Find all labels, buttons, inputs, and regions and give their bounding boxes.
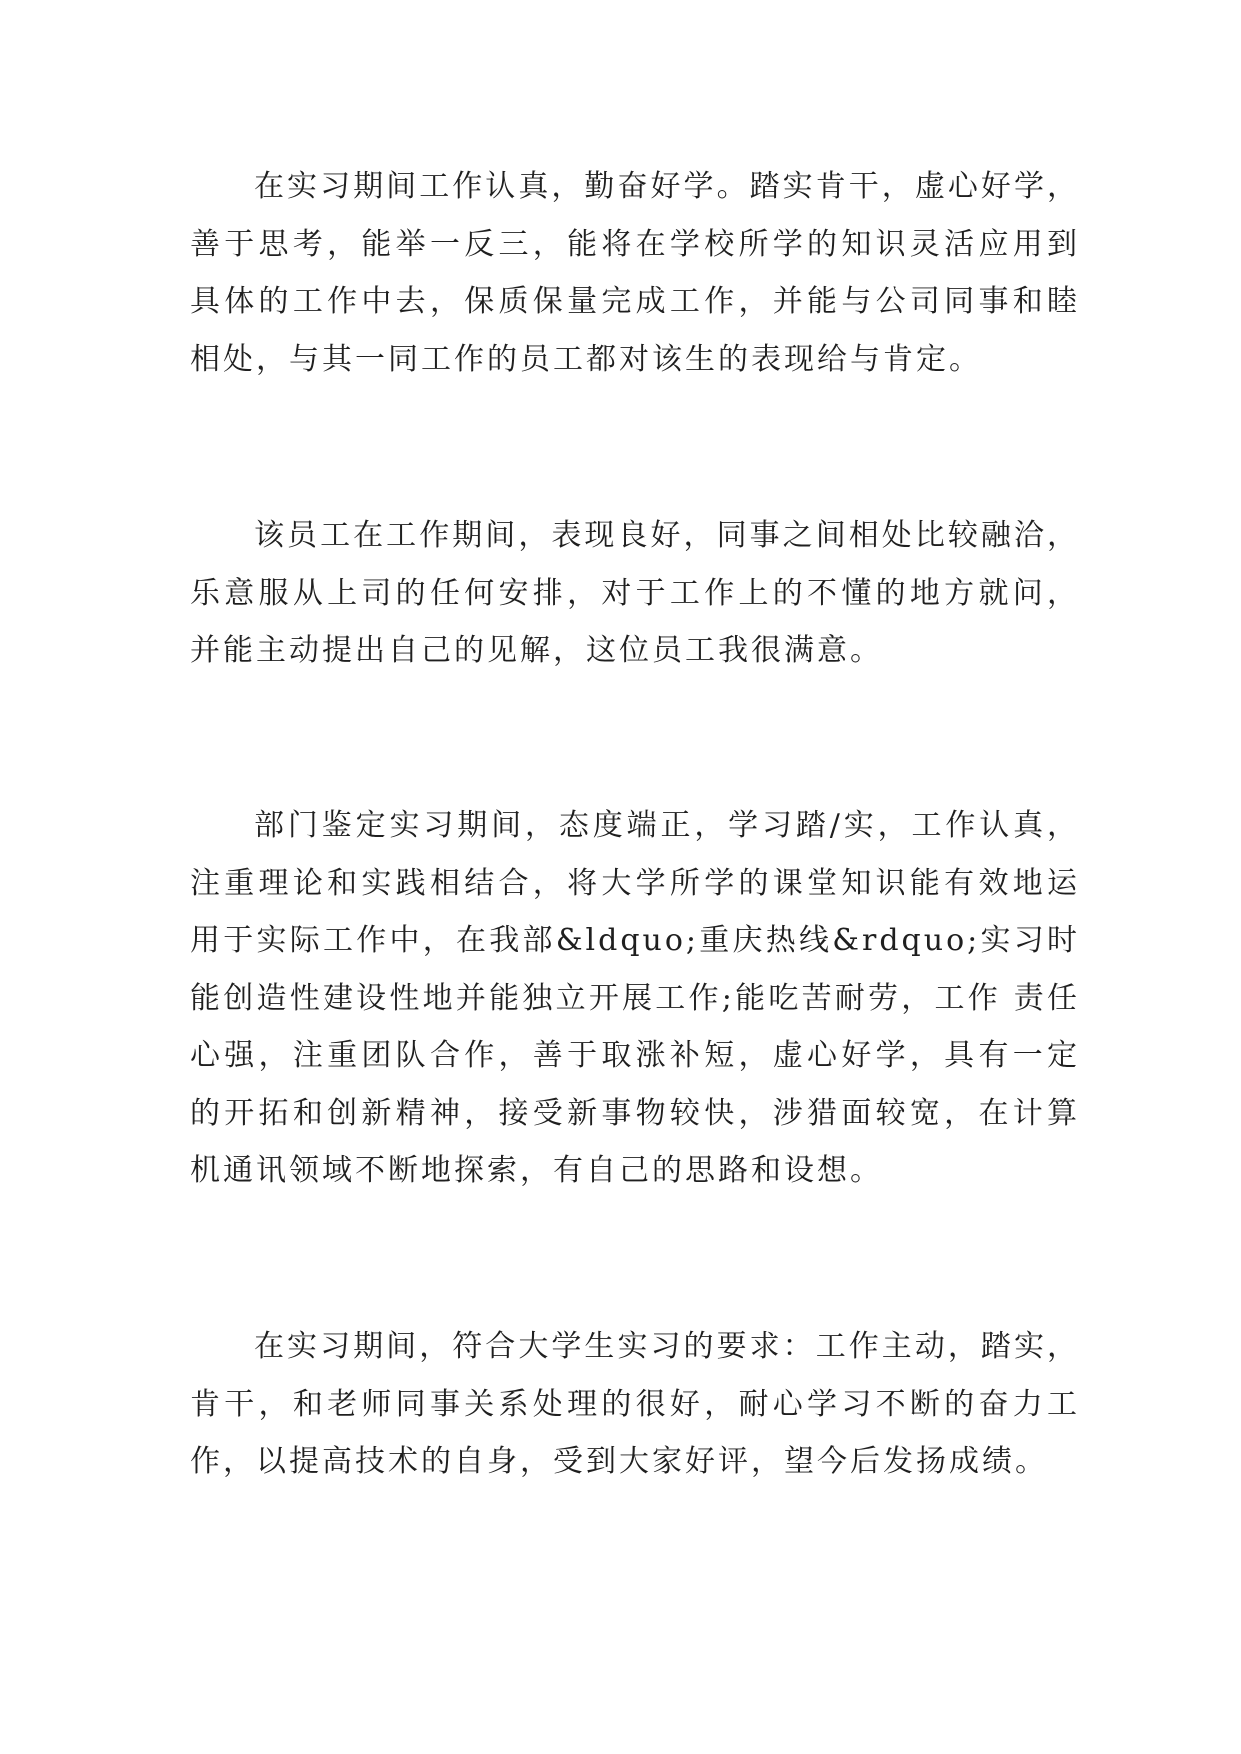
paragraph-employee-evaluation: 该员工在工作期间，表现良好，同事之间相处比较融洽，乐意服从上司的任何安排，对于工作上的不懂的地方就问，并能主动提出自己的见解，这位员工我很满意。 [190, 518, 1080, 668]
paragraph-department-appraisal: 部门鉴定实习期间，态度端正，学习踏/实，工作认真，注重理论和实践相结合，将大学所学的课堂知识能有效地运用于实际工作中，在我部&ldquo;重庆热线&rdquo;实习时能创造性建设性地并能独立开展工作;能吃苦耐劳，工作 责任心强，注重团队合作，善于取涨补短，虚心好学，具有一定的开拓和创新精神，接受新事物较快，涉猎面较宽，在计算机通讯领域不断地探索，有自己的思路和设想。 [190, 808, 1080, 1188]
paragraph-internship-performance: 在实习期间工作认真，勤奋好学。踏实肯干，虚心好学，善于思考，能举一反三，能将在学校所学的知识灵活应用到具体的工作中去，保质保量完成工作，并能与公司同事和睦相处，与其一同工作的员工都对该生的表现给与肯定。 [190, 169, 1080, 377]
paragraph-internship-requirements: 在实习期间，符合大学生实习的要求：工作主动，踏实，肯干，和老师同事关系处理的很好，耐心学习不断的奋力工作，以提高技术的自身，受到大家好评，望今后发扬成绩。 [190, 1329, 1080, 1479]
